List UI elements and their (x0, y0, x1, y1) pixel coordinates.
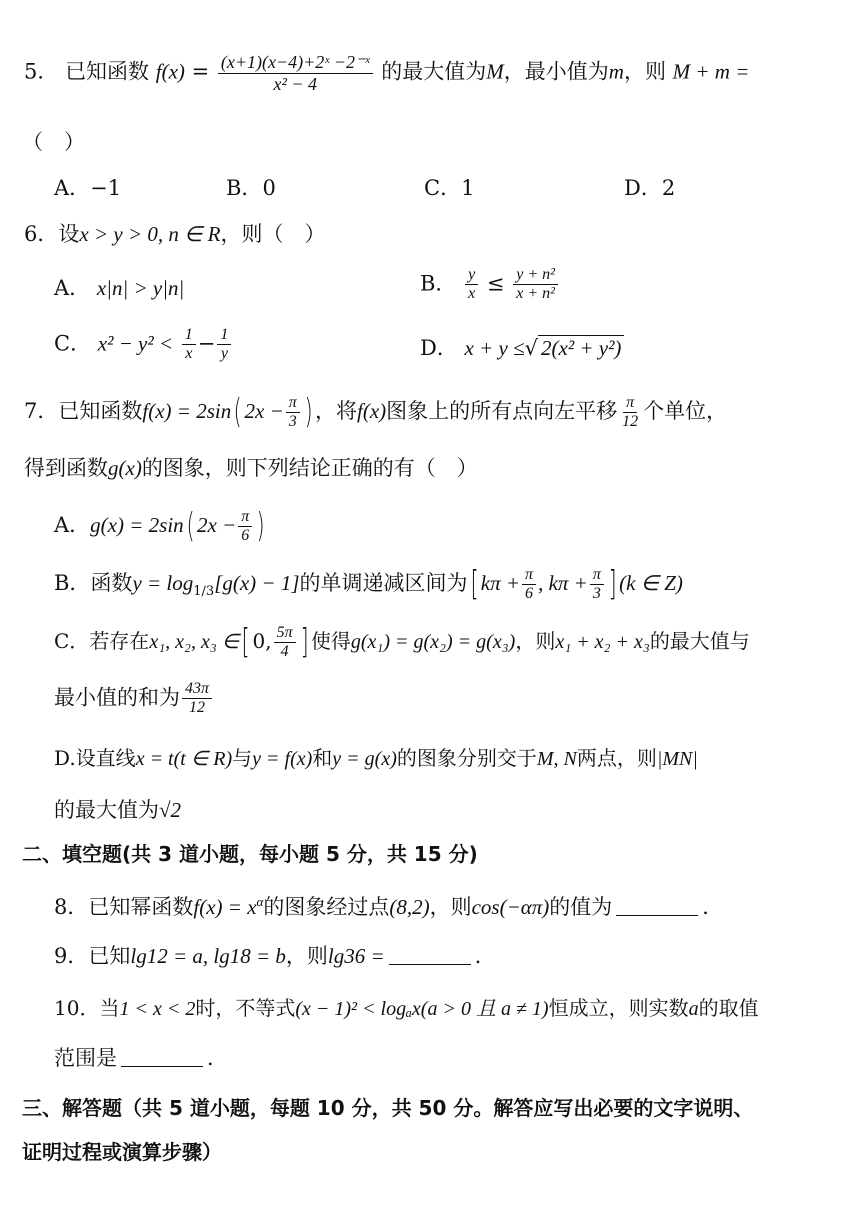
q5-fname: f (155, 59, 162, 84)
q7-option-d-line2: 的最大值为√2 (54, 798, 182, 822)
q5-line1 (24, 52, 749, 94)
section3-heading-line2: 证明过程或演算步骤） (22, 1140, 222, 1164)
q7-option-b: B．函数$y = \log_{1/3}[g(x) - 1]$的单调递减区间为[ kπ + $\frac{\pi}{6}$ , kπ + $\frac{\pi}{3}$ ] (k ∈ Z) (54, 564, 683, 604)
q7-option-c: C．若存在x₁, x₂, x₃ ∈[ 0, $\frac{5\pi}{4}$ ] 使得g(x₁) = g(x₂) = g(x₃)，则x₁ + x₂ + x₃的最大值与 (54, 622, 750, 662)
q6-option-a: A． x|n| > y|n| (54, 276, 185, 300)
q5-eq: = (191, 59, 210, 84)
q8-answer-blank (616, 899, 698, 916)
q5-M: M (486, 59, 504, 84)
q7-lead: 已知函数 (58, 398, 143, 423)
section3-heading: 三、解答题（共 5 道小题，每题 10 分，共 50 分。解答应写出必要的文字说明、 (22, 1096, 754, 1120)
q10-answer-blank (121, 1050, 203, 1067)
q7-line1: 7．已知函数f(x) = 2sin( 2x − $\frac{\pi}{3}$ ) ，将f(x)图象上的所有点向左平移 $\frac{\pi}{12}$ 个单位， (24, 392, 728, 432)
q5-paren: （ ） (22, 130, 85, 154)
q6-option-b: B． $\frac{y}{x}$ ≤ $\frac{\text{y + n²}}{\text{x + n²}}$ (420, 266, 560, 304)
q5-option-a: A．−1 (54, 176, 122, 200)
q5-option-d: D．2 (624, 176, 676, 200)
q5-expr: M + m = (672, 59, 750, 84)
q6-condition: x > y > 0, n ∈ R (79, 222, 221, 246)
q6-tail: ，则（ ） (220, 222, 326, 246)
q5-fraction (218, 52, 373, 94)
q5-m: m (608, 59, 624, 84)
q9-answer-blank (389, 948, 471, 965)
q7-line2: 得到函数g(x)的图象，则下列结论正确的有（ ） (24, 456, 478, 480)
q7-option-c-line2: 最小值的和为 $\frac{43\pi}{12}$ (54, 680, 214, 718)
q8: 8．已知幂函数$f(x) = x^\alpha$的图象经过点(8,2)，则cos(−απ)的值为 ． (54, 894, 724, 919)
q7-number: 7． (24, 398, 59, 423)
q5-denominator: x² − 4 (273, 73, 318, 94)
q9: 9．已知lg12 = a, lg18 = b，则lg36 = . (54, 944, 482, 968)
q5-tail3: ，则 (623, 59, 666, 84)
q6-stem (24, 222, 325, 247)
q5-fvar: (x) (161, 59, 185, 84)
q5-option-b: B．0 (226, 176, 276, 200)
q5-tail2: ，最小值为 (503, 59, 609, 84)
q5-numerator: (x+1)(x−4)+2ˣ −2⁻ˣ (218, 52, 373, 74)
q6-option-c: C． x² − y² < $\frac{1}{x}$ − $\frac{1}{y}$ (54, 326, 233, 364)
q5-number: 5． (24, 59, 59, 84)
q10: 10．当1 < x < 2时，不等式(x − 1)² < logₐx(a > 0 且 a ≠ 1)恒成立，则实数a的取值 (54, 996, 759, 1020)
q6-option-d: D． x + y ≤√ 2(x² + y²) (420, 336, 624, 361)
q6-number: 6． (24, 222, 59, 246)
q10-line2: 范围是 ． (54, 1046, 228, 1070)
q5-option-c: C．1 (424, 176, 475, 200)
section2-heading: 二、填空题(共 3 道小题，每小题 5 分，共 15 分) (22, 842, 478, 866)
q7-option-d: D.设直线x = t(t ∈ R)与y = f(x)和y = g(x)的图象分别交于M, N两点，则|MN| (54, 746, 698, 770)
q7-option-a: A．g(x) = 2sin( 2x − $\frac{\pi}{6}$ ) (54, 506, 265, 546)
q7-func: f(x) = 2sin (142, 398, 232, 423)
q6-lead: 设 (58, 222, 80, 246)
q5-lead: 已知函数 (65, 59, 150, 84)
q5-tail1: 的最大值为 (381, 59, 487, 84)
